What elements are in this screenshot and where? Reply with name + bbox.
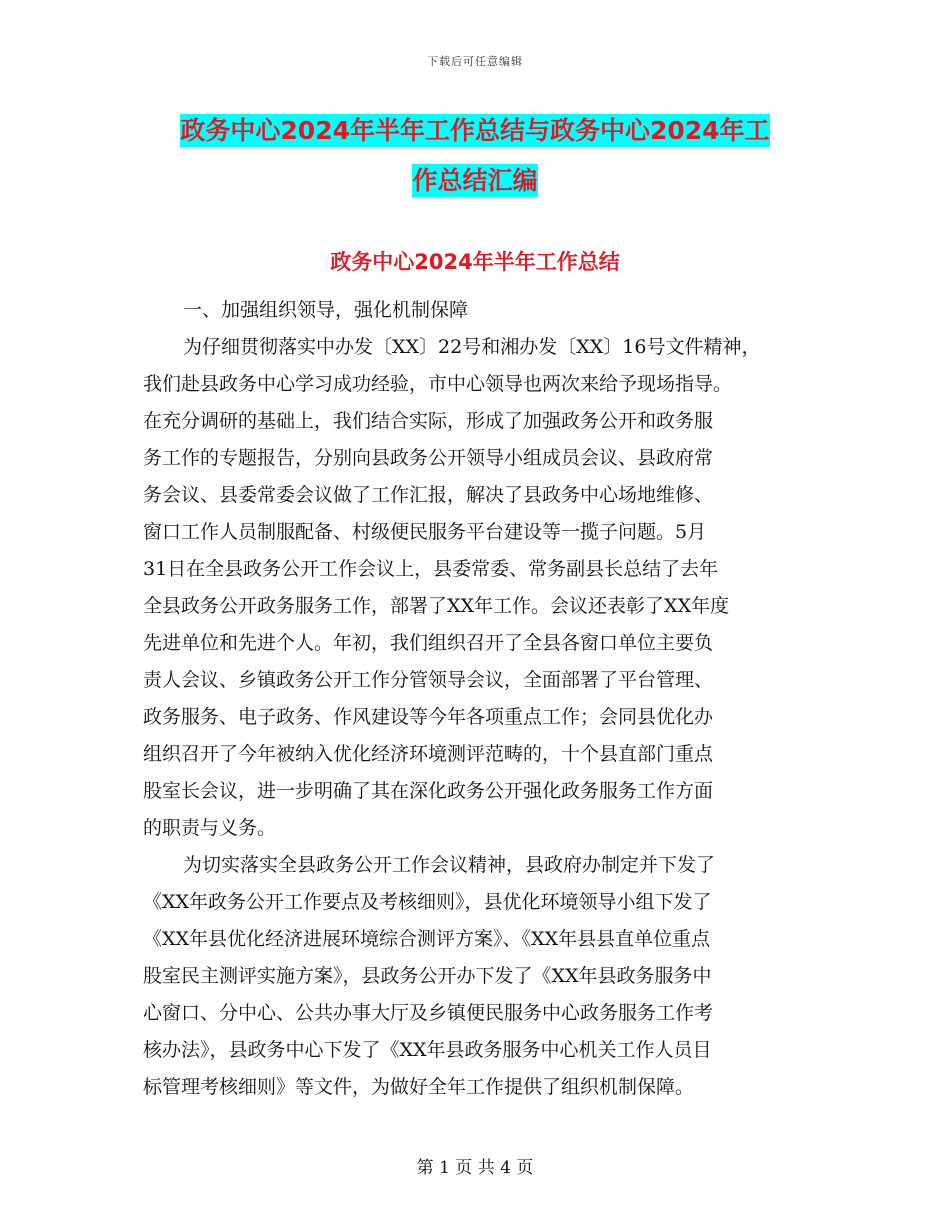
paragraph-1-line: 政务服务、电子政务、作风建设等今年各项重点工作；会同县优化办 (143, 706, 714, 728)
paragraph-1-line: 为仔细贯彻落实中办发〔XX〕22号和湘办发〔XX〕16号文件精神， (183, 336, 761, 358)
title-highlight-1: 政务中心2024年半年工作总结与政务中心2024年工 (180, 116, 770, 145)
paragraph-2-line: 心窗口、分中心、公共办事大厅及乡镇便民服务中心政务服务工作考 (143, 1002, 714, 1024)
paragraph-1-line: 我们赴县政务中心学习成功经验，市中心领导也两次来给予现场指导。 (143, 373, 733, 395)
paragraph-1-line: 组织召开了今年被纳入优化经济环境测评范畴的，十个县直部门重点 (143, 743, 714, 765)
paragraph-1-line: 先进单位和先进个人。年初，我们组织召开了全县各窗口单位主要负 (143, 632, 714, 654)
paragraph-1-line: 股室长会议，进一步明确了其在深化政务公开强化政务服务工作方面 (143, 780, 714, 802)
paragraph-1-line: 31日在全县政务公开工作会议上，县委常委、常务副县长总结了去年 (143, 558, 719, 580)
document-title-line-2 (0, 156, 950, 206)
paragraph-1-line: 务会议、县委常委会议做了工作汇报，解决了县政务中心场地维修、 (143, 484, 714, 506)
paragraph-2-line: 股室民主测评实施方案》，县政务公开办下发了《XX年县政务服务中 (143, 965, 712, 987)
paragraph-1-line: 的职责与义务。 (143, 817, 277, 839)
document-title-line-1 (0, 106, 950, 156)
section-title: 政务中心2024年半年工作总结 (330, 250, 620, 274)
title-highlight-2: 作总结汇编 (412, 166, 538, 195)
paragraph-1-line: 在充分调研的基础上，我们结合实际，形成了加强政务公开和政务服 (143, 410, 714, 432)
paragraph-1-line: 责人会议、乡镇政务公开工作分管领导会议，全面部署了平台管理、 (143, 669, 714, 691)
heading-organization: 一、加强组织领导，强化机制保障 (183, 299, 469, 321)
paragraph-1-line: 窗口工作人员制服配备、村级便民服务平台建设等一揽子问题。5月 (143, 521, 707, 543)
paragraph-2-line: 标管理考核细则》等文件，为做好全年工作提供了组织机制保障。 (143, 1076, 695, 1098)
paragraph-1-line: 全县政务公开政务服务工作，部署了XX年工作。会议还表彰了XX年度 (143, 595, 730, 617)
paragraph-2-line: 《XX年政务公开工作要点及考核细则》，县优化环境领导小组下发了 (143, 891, 712, 913)
document-body (143, 292, 815, 1106)
document-title (0, 106, 950, 206)
page-number-footer: 第 1 页 共 4 页 (416, 1158, 534, 1178)
paragraph-2-line: 核办法》，县政务中心下发了《XX年县政务服务中心机关工作人员目 (143, 1039, 712, 1061)
header-note: 下载后可任意编辑 (427, 55, 523, 68)
paragraph-2-line: 为切实落实全县政务公开工作会议精神，县政府办制定并下发了 (183, 854, 716, 876)
paragraph-2-line: 《XX年县优化经济进展环境综合测评方案》、《XX年县县直单位重点 (143, 928, 711, 950)
paragraph-1-line: 务工作的专题报告，分别向县政务公开领导小组成员会议、县政府常 (143, 447, 714, 469)
